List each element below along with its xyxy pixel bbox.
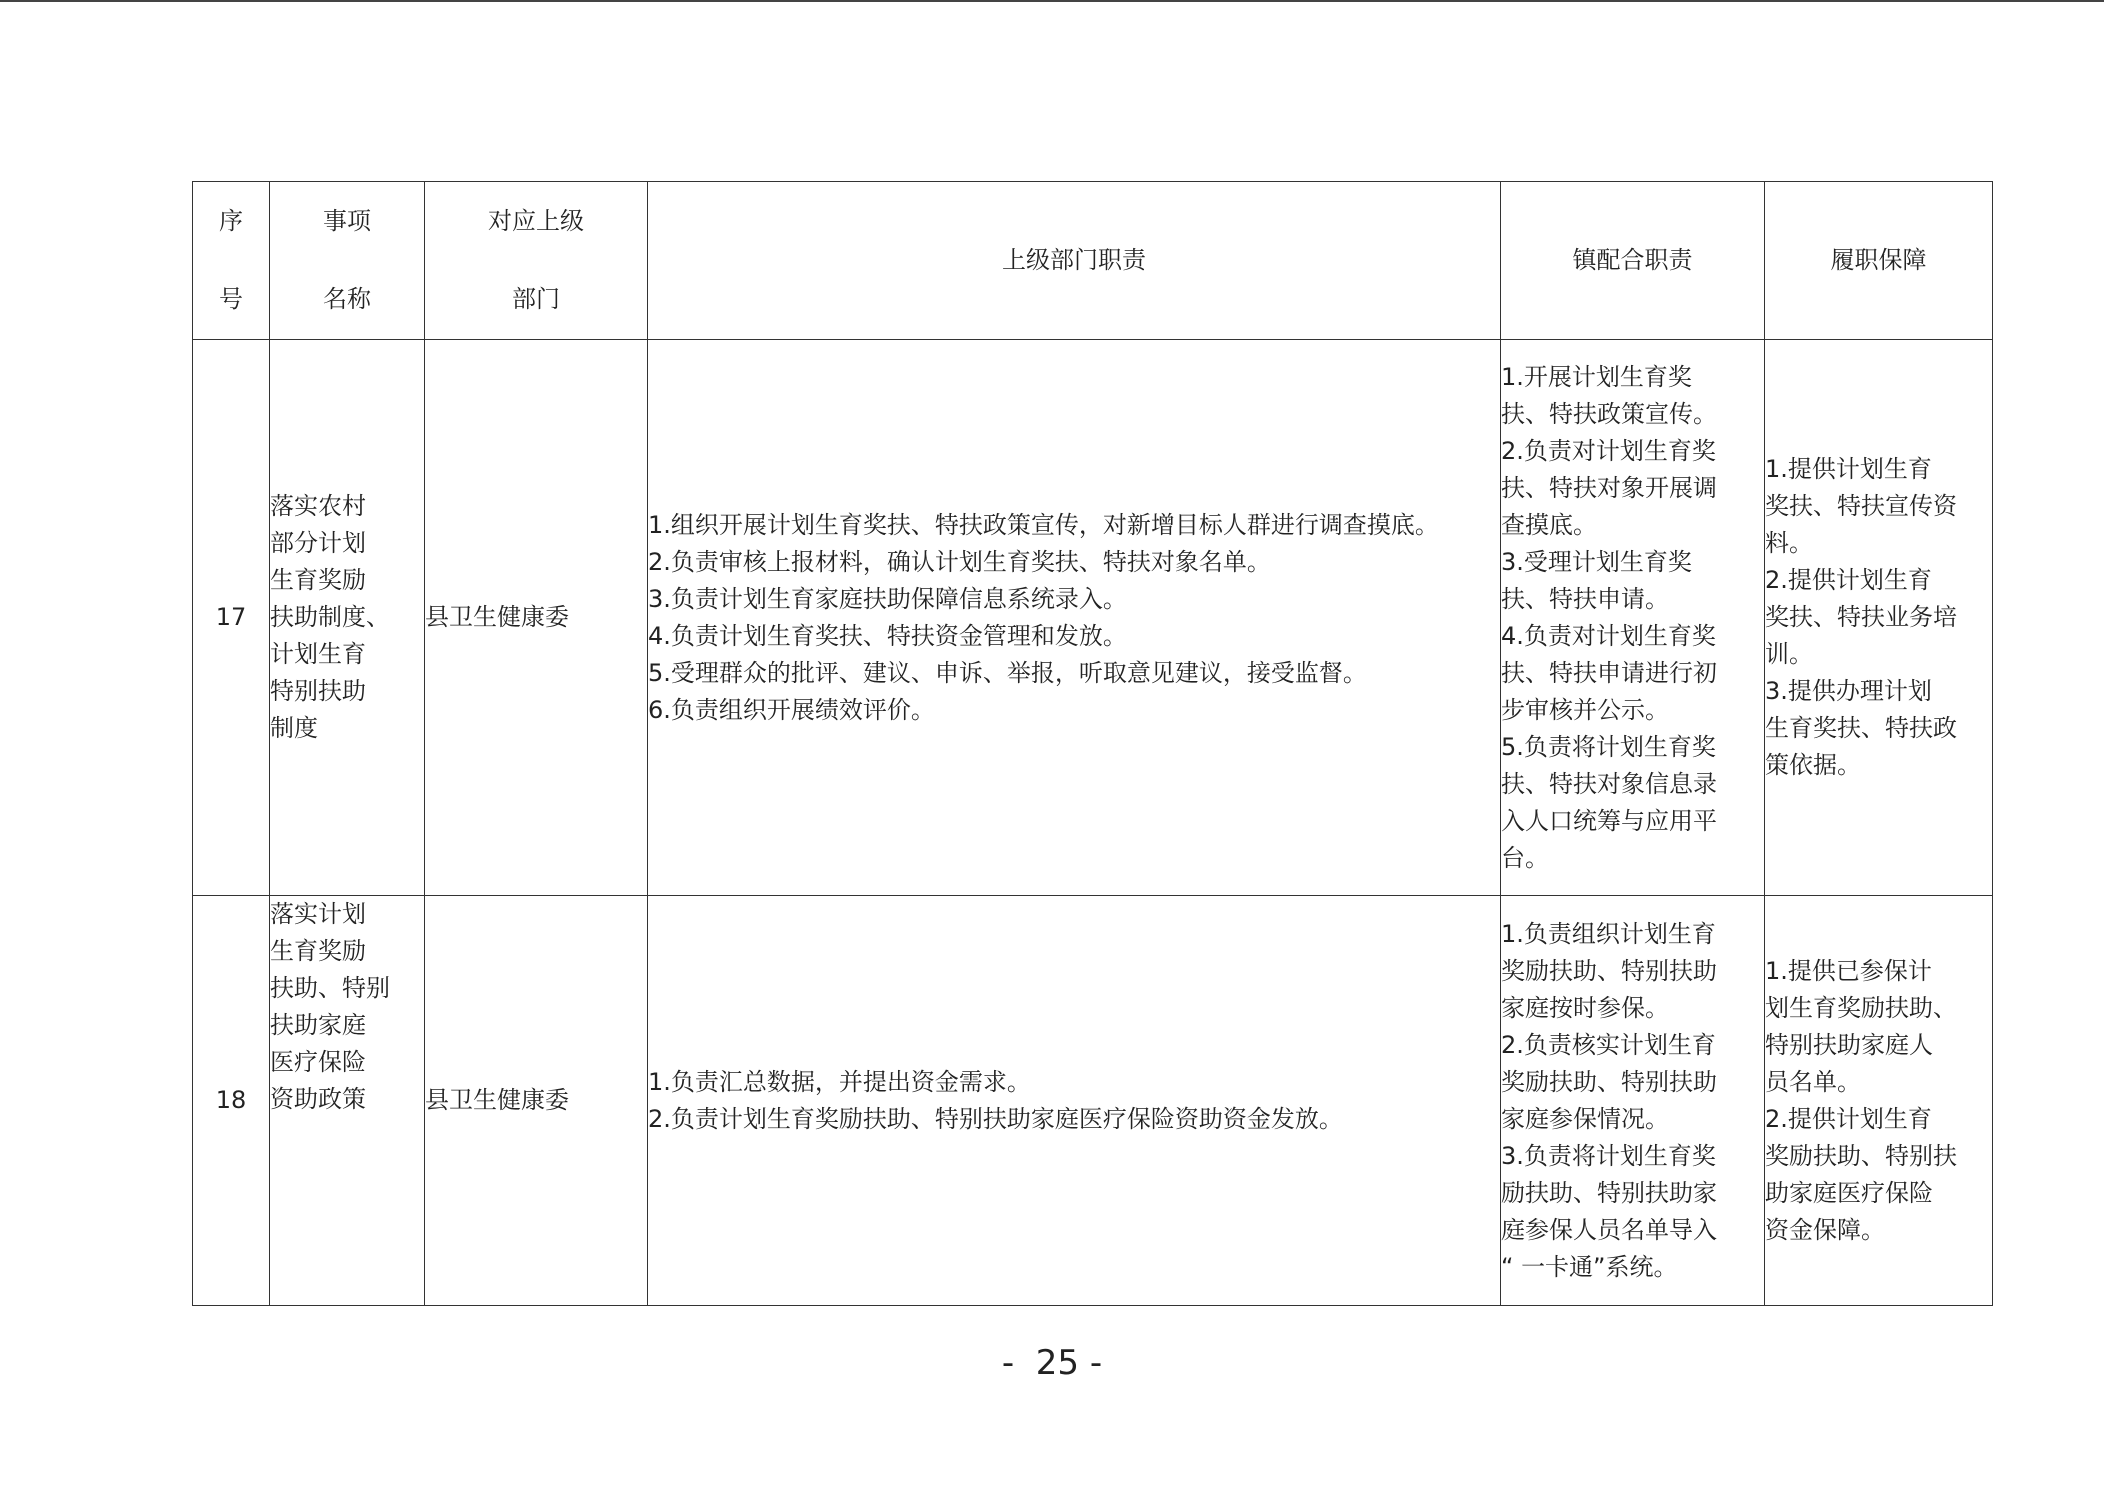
coop-line: 奖励扶助、特别扶助 [1501, 956, 1717, 985]
coop-line: 台。 [1501, 843, 1549, 872]
header-seq [193, 182, 270, 340]
header-row [193, 182, 1993, 340]
header-dept-line1: 对应上级 [488, 207, 584, 235]
header-name [270, 182, 425, 340]
coop-line: 奖励扶助、特别扶助 [1501, 1067, 1717, 1096]
guarantee-line: 2.提供计划生育 [1765, 1104, 1932, 1133]
coop-line: 励扶助、特别扶助家 [1501, 1178, 1717, 1207]
duty-item: 1.组织开展计划生育奖扶、特扶政策宣传，对新增目标人群进行调查摸底。 [648, 510, 1439, 539]
guarantee-line: 2.提供计划生育 [1765, 566, 1932, 594]
town-coop-duties [1501, 896, 1765, 1306]
header-duties [648, 182, 1501, 340]
coop-line: 2.负责对计划生育奖 [1501, 436, 1716, 465]
item-name-line: 落实计划 [270, 900, 366, 928]
duty-item: 3.负责计划生育家庭扶助保障信息系统录入。 [648, 584, 1127, 613]
coop-line: 4.负责对计划生育奖 [1501, 621, 1716, 650]
coop-line: 扶、特扶政策宣传。 [1501, 399, 1717, 428]
header-guarantee [1765, 182, 1993, 340]
header-seq-line2: 号 [219, 285, 243, 313]
guarantee-line: 奖扶、特扶宣传资 [1765, 492, 1957, 520]
town-coop-duties [1501, 340, 1765, 896]
coop-line: 扶、特扶申请进行初 [1501, 658, 1717, 687]
guarantee-line: 1.提供已参保计 [1765, 956, 1932, 985]
guarantee-line: 训。 [1765, 640, 1813, 668]
item-name-line: 部分计划 [270, 529, 366, 557]
guarantee-line: 资金保障。 [1765, 1215, 1885, 1244]
coop-line: 入人口统筹与应用平 [1501, 806, 1717, 835]
upper-duties [648, 340, 1501, 896]
coop-line: 3.负责将计划生育奖 [1501, 1141, 1716, 1170]
duty-table [192, 181, 1993, 1306]
guarantee-line: 策依据。 [1765, 751, 1861, 779]
coop-line: 5.负责将计划生育奖 [1501, 732, 1716, 761]
item-name [270, 340, 425, 896]
item-name-line: 资助政策 [270, 1085, 366, 1113]
coop-line: 庭参保人员名单导入 [1501, 1215, 1717, 1244]
item-name-line: 医疗保险 [270, 1048, 366, 1076]
header-coop-label: 镇配合职责 [1572, 246, 1693, 274]
header-dept [425, 182, 648, 340]
guarantee-line: 生育奖扶、特扶政 [1765, 714, 1957, 742]
item-name-line: 生育奖励 [270, 937, 366, 965]
upper-dept: 县卫生健康委 [425, 896, 648, 1306]
coop-line: 扶、特扶对象开展调 [1501, 473, 1717, 502]
header-coop [1501, 182, 1765, 340]
row-number: 17 [193, 340, 270, 896]
upper-duties [648, 896, 1501, 1306]
performance-guarantee [1765, 896, 1993, 1306]
table-row [193, 896, 1993, 1306]
coop-line: “ 一卡通”系统。 [1501, 1252, 1678, 1281]
guarantee-line: 划生育奖励扶助、 [1765, 993, 1957, 1022]
guarantee-line: 3.提供办理计划 [1765, 677, 1932, 705]
guarantee-line: 员名单。 [1765, 1067, 1861, 1096]
duty-item: 1.负责汇总数据，并提出资金需求。 [648, 1067, 1031, 1096]
header-dept-line2: 部门 [512, 285, 560, 313]
duty-item: 2.负责计划生育奖励扶助、特别扶助家庭医疗保险资助资金发放。 [648, 1104, 1343, 1133]
item-name-line: 扶助、特别 [270, 974, 390, 1002]
guarantee-line: 1.提供计划生育 [1765, 455, 1932, 483]
coop-line: 扶、特扶申请。 [1501, 584, 1669, 613]
item-name-line: 扶助家庭 [270, 1011, 366, 1039]
header-guarantee-label: 履职保障 [1830, 246, 1927, 274]
coop-line: 扶、特扶对象信息录 [1501, 769, 1717, 798]
duty-item: 6.负责组织开展绩效评价。 [648, 695, 935, 724]
coop-line: 家庭按时参保。 [1501, 993, 1669, 1022]
table-row [193, 340, 1993, 896]
coop-line: 查摸底。 [1501, 510, 1597, 539]
duty-item: 5.受理群众的批评、建议、申诉、举报，听取意见建议，接受监督。 [648, 658, 1367, 687]
page-number: - 25 - [1001, 1343, 1103, 1383]
header-seq-line1: 序 [219, 207, 243, 235]
item-name [270, 896, 425, 1306]
coop-line: 2.负责核实计划生育 [1501, 1030, 1716, 1059]
item-name-line: 制度 [270, 714, 318, 742]
header-duties-label: 上级部门职责 [1002, 246, 1146, 274]
coop-line: 家庭参保情况。 [1501, 1104, 1669, 1133]
header-name-line1: 事项 [323, 207, 371, 235]
performance-guarantee [1765, 340, 1993, 896]
item-name-line: 计划生育 [270, 640, 366, 668]
guarantee-line: 奖扶、特扶业务培 [1765, 603, 1957, 631]
item-name-line: 落实农村 [270, 492, 366, 520]
guarantee-line: 奖励扶助、特别扶 [1765, 1141, 1957, 1170]
item-name-line: 特别扶助 [270, 677, 366, 705]
coop-line: 3.受理计划生育奖 [1501, 547, 1692, 576]
duty-item: 4.负责计划生育奖扶、特扶资金管理和发放。 [648, 621, 1127, 650]
guarantee-line: 料。 [1765, 529, 1813, 557]
header-name-line2: 名称 [323, 285, 371, 313]
guarantee-line: 特别扶助家庭人 [1765, 1030, 1933, 1059]
guarantee-line: 助家庭医疗保险 [1765, 1178, 1933, 1207]
duty-item: 2.负责审核上报材料，确认计划生育奖扶、特扶对象名单。 [648, 547, 1271, 576]
row-number: 18 [193, 896, 270, 1306]
item-name-line: 扶助制度、 [270, 603, 390, 631]
coop-line: 1.负责组织计划生育 [1501, 919, 1716, 948]
upper-dept: 县卫生健康委 [425, 340, 648, 896]
page-top-border [0, 0, 2104, 2]
item-name-line: 生育奖励 [270, 566, 366, 594]
coop-line: 1.开展计划生育奖 [1501, 362, 1692, 391]
coop-line: 步审核并公示。 [1501, 695, 1669, 724]
